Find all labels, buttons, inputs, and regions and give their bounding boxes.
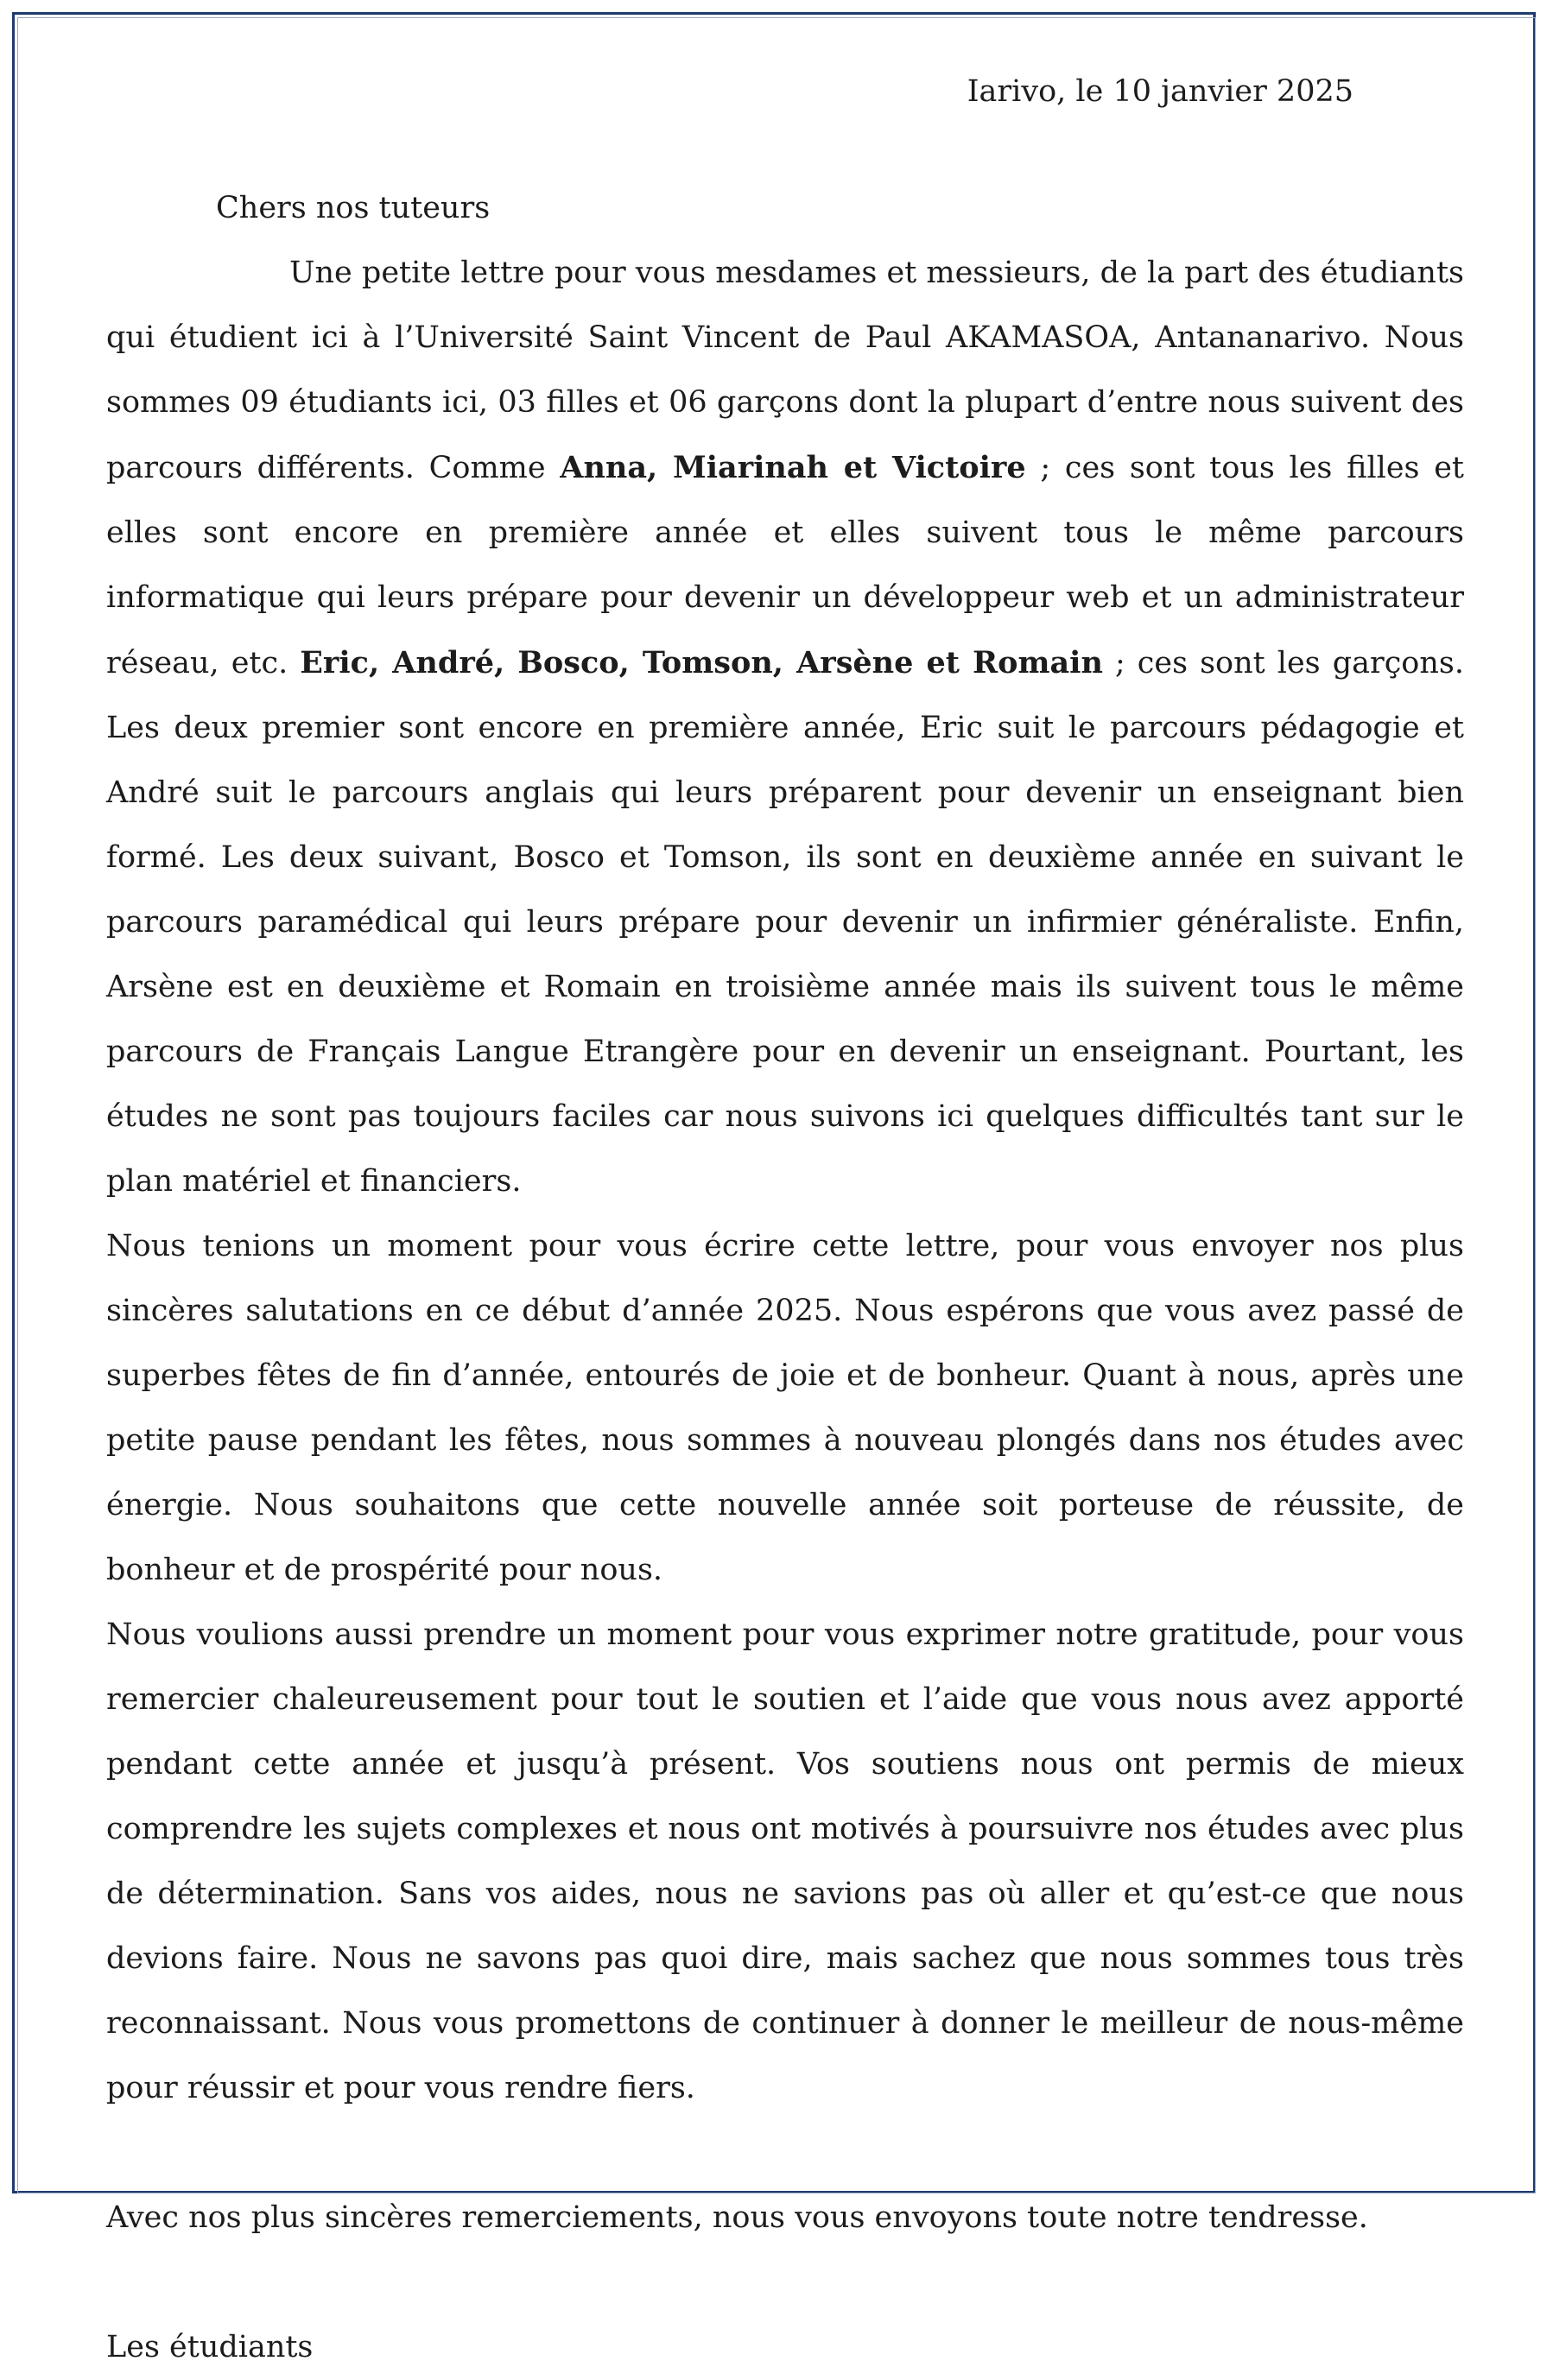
boys-names: Eric, André, Bosco, Tomson, Arsène et Romain [300,645,1103,680]
paragraph-1-part-2: ; ces sont tous les filles et elles sont encore en première année et elles suivent tous le même parcours informatique qui leurs prépare pour devenir un développeur web et un administrateur réseau, etc. [106,451,1464,680]
paragraph-2: Nous tenions un moment pour vous écrire cette lettre, pour vous envoyer nos plus sincères salutations en ce début d’année 2025. Nous espérons que vous avez passé de superbes fêtes de fin d’année, entourés de joie et de bonheur. Quant à nous, après une petite pause pendant les fêtes, nous sommes à nouveau plongés dans nos études avec énergie. Nous souhaitons que cette nouvelle année soit porteuse de réussite, de bonheur et de prospérité pour nous. [106,1229,1464,1587]
paragraph-1-part-3: ; ces sont les garçons. Les deux premier sont encore en première année, Eric suit le parcours pédagogie et André suit le parcours anglais qui leurs préparent pour devenir un enseignant bien formé. Les deux suivant, Bosco et Tomson, ils sont en deuxième année en suivant le parcours paramédical qui leurs prépare pour devenir un infirmier généraliste. Enfin, Arsène est en deuxième et Romain en troisième année mais ils suivent tous le même parcours de Français Langue Etrangère pour en devenir un enseignant. Pourtant, les études ne sont pas toujours faciles car nous suivons ici quelques difficultés tant sur le plan matériel et financiers. [106,646,1464,1199]
closing-line: Avec nos plus sincères remerciements, nous vous envoyons toute notre tendresse. [106,2200,1368,2235]
letter-body [106,52,1464,2380]
salutation: Chers nos tuteurs [216,191,491,225]
girls-names: Anna, Miarinah et Victoire [560,450,1026,485]
paragraph-1 [106,241,1464,1214]
spacer [106,2121,1464,2186]
signature: Les étudiants [106,2330,314,2364]
paragraph-1-part-1: Une petite lettre pour vous mesdames et messieurs, de la part des étudiants qui étudient ici à l’Université Saint Vincent de Paul AKAMASOA, Antananarivo. Nous sommes 09 étudiants ici, 03 filles et 06 garçons dont la plupart d’entre nous suivent des parcours différents. Comme [106,256,1464,485]
date-line: Iarivo, le 10 janvier 2025 [967,74,1353,109]
spacer [106,2250,1464,2315]
paragraph-3: Nous voulions aussi prendre un moment pour vous exprimer notre gratitude, pour vous remercier chaleureusement pour tout le soutien et l’aide que vous nous avez apporté pendant cette année et jusqu’à présent. Vos soutiens nous ont permis de mieux comprendre les sujets complexes et nous ont motivés à poursuivre nos études avec plus de détermination. Sans vos aides, nous ne savions pas où aller et qu’est-ce que nous devions faire. Nous ne savons pas quoi dire, mais sachez que nous sommes tous très reconnaissant. Nous vous promettons de continuer à donner le meilleur de nous-même pour réussir et pour vous rendre fiers. [106,1617,1464,2105]
